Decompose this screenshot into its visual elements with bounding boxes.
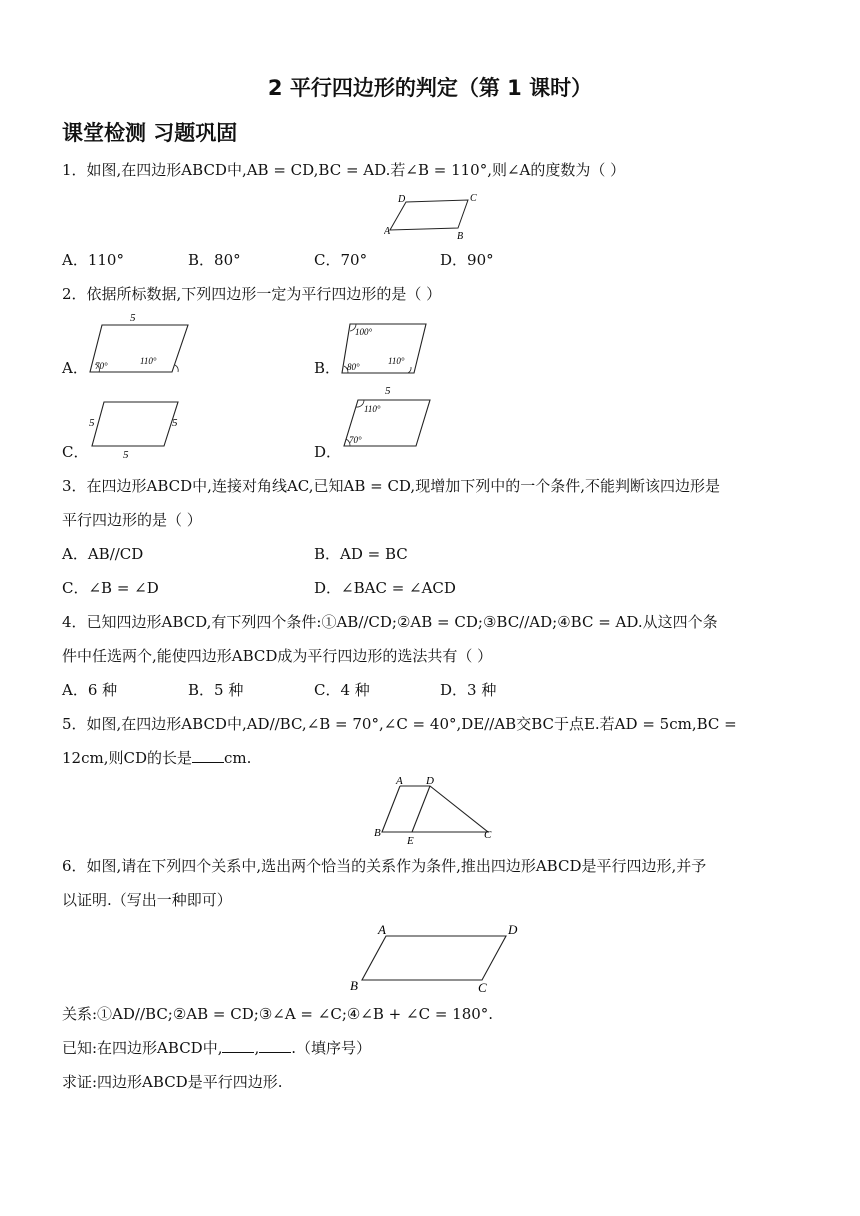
question-6-relations: 关系:①AD//BC;②AB = CD;③∠A = ∠C;④∠B + ∠C = 180°. bbox=[62, 1005, 494, 1023]
q2-figure-b bbox=[338, 318, 430, 376]
q2-option-b[interactable]: B． bbox=[314, 359, 341, 377]
q2-figure-d bbox=[338, 382, 434, 450]
q1-option-b[interactable]: B．80° bbox=[188, 251, 241, 269]
q6-answer-blank-1[interactable] bbox=[222, 1038, 254, 1053]
figB-angle-top: 100° bbox=[355, 327, 373, 337]
figC-side-right: 5 bbox=[172, 417, 178, 429]
figC-side-left: 5 bbox=[89, 417, 95, 429]
q3-option-c[interactable]: C．∠B = ∠D bbox=[62, 579, 159, 597]
question-6-prove: 求证:四边形ABCD是平行四边形. bbox=[62, 1073, 283, 1091]
figA-angle-left: 70° bbox=[95, 361, 108, 371]
q4-option-d[interactable]: D．3 种 bbox=[440, 681, 497, 699]
question-5-line-2 bbox=[62, 748, 802, 768]
question-2-text: 2．依据所标数据,下列四边形一定为平行四边形的是（ ） bbox=[62, 285, 442, 303]
question-3-line-2: 平行四边形的是（ ） bbox=[62, 511, 202, 529]
figB-angle-right: 110° bbox=[388, 356, 405, 366]
fig1-label-a: A bbox=[384, 226, 391, 237]
q3-option-a[interactable]: A．AB//CD bbox=[62, 545, 144, 563]
fig5-label-a: A bbox=[396, 775, 403, 787]
question-1-figure bbox=[384, 190, 484, 242]
q1-option-c[interactable]: C．70° bbox=[314, 251, 368, 269]
figB-angle-left: 80° bbox=[347, 362, 360, 372]
fig1-label-b: B bbox=[457, 231, 464, 242]
q4-option-a[interactable]: A．6 种 bbox=[62, 681, 118, 699]
question-6-line-2: 以证明.（写出一种即可） bbox=[62, 891, 232, 909]
q2-figure-c bbox=[86, 396, 186, 462]
fig6-label-c: C bbox=[478, 980, 487, 995]
question-3-line-1: 3．在四边形ABCD中,连接对角线AC,已知AB = CD,现增加下列中的一个条件,不能判断该四边形是 bbox=[62, 477, 720, 495]
fig6-label-b: B bbox=[350, 978, 358, 993]
question-6-line-1: 6．如图,请在下列四个关系中,选出两个恰当的关系作为条件,推出四边形ABCD是平行四边形,并予 bbox=[62, 857, 707, 875]
figD-side-top: 5 bbox=[385, 385, 391, 397]
question-1-text: 1．如图,在四边形ABCD中,AB = CD,BC = AD.若∠B = 110°,则∠A的度数为（ ） bbox=[62, 161, 626, 179]
fig6-label-a: A bbox=[378, 922, 386, 937]
q4-option-c[interactable]: C．4 种 bbox=[314, 681, 370, 699]
question-5-line-1: 5．如图,在四边形ABCD中,AD//BC,∠B = 70°,∠C = 40°,DE//AB交BC于点E.若AD = 5cm,BC = bbox=[62, 715, 737, 733]
figC-side-bottom: 5 bbox=[123, 449, 129, 461]
q3-option-d[interactable]: D．∠BAC = ∠ACD bbox=[314, 579, 456, 597]
q1-option-a[interactable]: A．110° bbox=[62, 251, 124, 269]
known-prefix: 已知:在四边形ABCD中, bbox=[62, 1039, 223, 1057]
q4-option-b[interactable]: B．5 种 bbox=[188, 681, 244, 699]
q1-option-d[interactable]: D．90° bbox=[440, 251, 494, 269]
figD-angle-top: 110° bbox=[364, 404, 381, 414]
page-title: 2 平行四边形的判定（第 1 课时） bbox=[267, 76, 593, 100]
figD-angle-bottom: 70° bbox=[349, 435, 362, 445]
fig5-label-c: C bbox=[484, 829, 492, 841]
q2-option-c[interactable]: C． bbox=[62, 443, 89, 461]
q2-option-a[interactable]: A． bbox=[62, 359, 88, 377]
question-5-text: 12cm,则CD的长是 bbox=[62, 749, 192, 767]
q2-option-d[interactable]: D． bbox=[314, 443, 342, 461]
section-heading: 课堂检测 习题巩固 bbox=[62, 121, 238, 145]
figA-side-label: 5 bbox=[130, 312, 136, 324]
fig5-label-e: E bbox=[407, 835, 414, 846]
fig5-label-d: D bbox=[426, 775, 434, 787]
q3-option-b[interactable]: B．AD = BC bbox=[314, 545, 408, 563]
fig1-label-d: D bbox=[398, 194, 406, 205]
q6-answer-blank-2[interactable] bbox=[259, 1038, 291, 1053]
question-5-figure bbox=[370, 774, 496, 846]
q5-answer-blank[interactable] bbox=[192, 748, 224, 763]
question-5-unit: cm. bbox=[223, 749, 252, 767]
figA-angle-right: 110° bbox=[140, 356, 157, 366]
known-suffix: .（填序号） bbox=[291, 1039, 372, 1057]
question-6-figure bbox=[346, 920, 526, 996]
fig5-label-b: B bbox=[374, 827, 381, 839]
question-6-known bbox=[62, 1038, 802, 1058]
known-separator: , bbox=[254, 1039, 260, 1057]
question-4-line-2: 件中任选两个,能使四边形ABCD成为平行四边形的选法共有（ ） bbox=[62, 647, 493, 665]
fig1-label-c: C bbox=[470, 193, 477, 204]
fig6-label-d: D bbox=[508, 922, 518, 937]
question-4-line-1: 4．已知四边形ABCD,有下列四个条件:①AB//CD;②AB = CD;③BC//AD;④BC = AD.从这四个条 bbox=[62, 613, 718, 631]
q2-figure-a bbox=[86, 310, 192, 376]
